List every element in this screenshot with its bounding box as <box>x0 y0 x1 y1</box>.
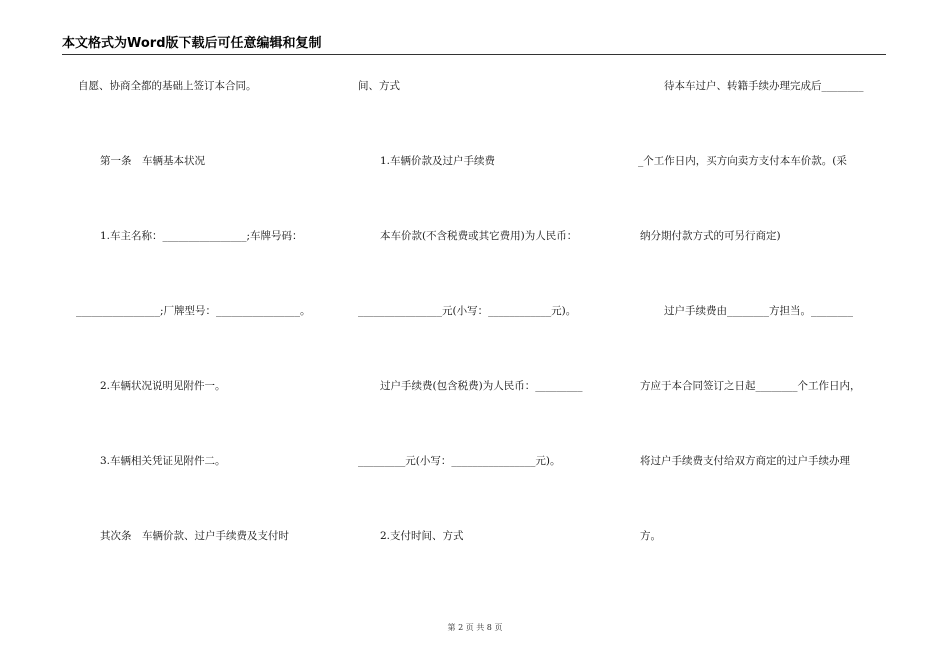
text-line: ________________;厂牌型号：________________。 <box>76 305 311 317</box>
text-line: 3.车辆相关凭证见附件二。 <box>100 455 226 467</box>
page-footer <box>0 623 950 633</box>
text-line: 待本车过户、转籍手续办理完成后________ <box>664 80 864 92</box>
text-line: 1.车主名称：________________;车牌号码： <box>100 230 303 242</box>
article-heading: 其次条 车辆价款、过户手续费及支付时 <box>100 530 289 542</box>
text-line: 纳分期付款方式的可另行商定) <box>640 230 781 242</box>
text-line: 方应于本合同签订之日起________个工作日内， <box>640 380 861 392</box>
text-line: 将过户手续费支付给双方商定的过户手续办理 <box>640 455 850 467</box>
text-line: 方。 <box>640 530 661 542</box>
text-line: ________________元(小写：____________元)。 <box>358 305 577 317</box>
article-heading: 第一条 车辆基本状况 <box>100 155 205 167</box>
text-column-1 <box>78 0 338 672</box>
page-number: 第 2 页 共 8 页 <box>447 623 503 632</box>
text-line: _个工作日内，买方向卖方支付本车价款。(采 <box>638 155 847 167</box>
text-line: 本车价款(不含税费或其它费用)为人民币： <box>380 230 578 242</box>
text-column-2 <box>358 0 613 672</box>
section-heading: 1.车辆价款及过户手续费 <box>380 155 496 167</box>
text-line: 2.车辆状况说明见附件一。 <box>100 380 226 392</box>
header-title: 本文格式为Word版下载后可任意编辑和复制 <box>62 36 322 51</box>
text-line: 间、方式 <box>358 80 400 92</box>
text-line: _________元(小写：________________元)。 <box>358 455 561 467</box>
text-line: 过户手续费由________方担当。________ <box>664 305 853 317</box>
text-column-3 <box>638 0 888 672</box>
section-heading: 2.支付时间、方式 <box>380 530 464 542</box>
text-line: 自愿、协商全都的基础上签订本合同。 <box>78 80 257 92</box>
text-line: 过户手续费(包含税费)为人民币：_________ <box>380 380 583 392</box>
